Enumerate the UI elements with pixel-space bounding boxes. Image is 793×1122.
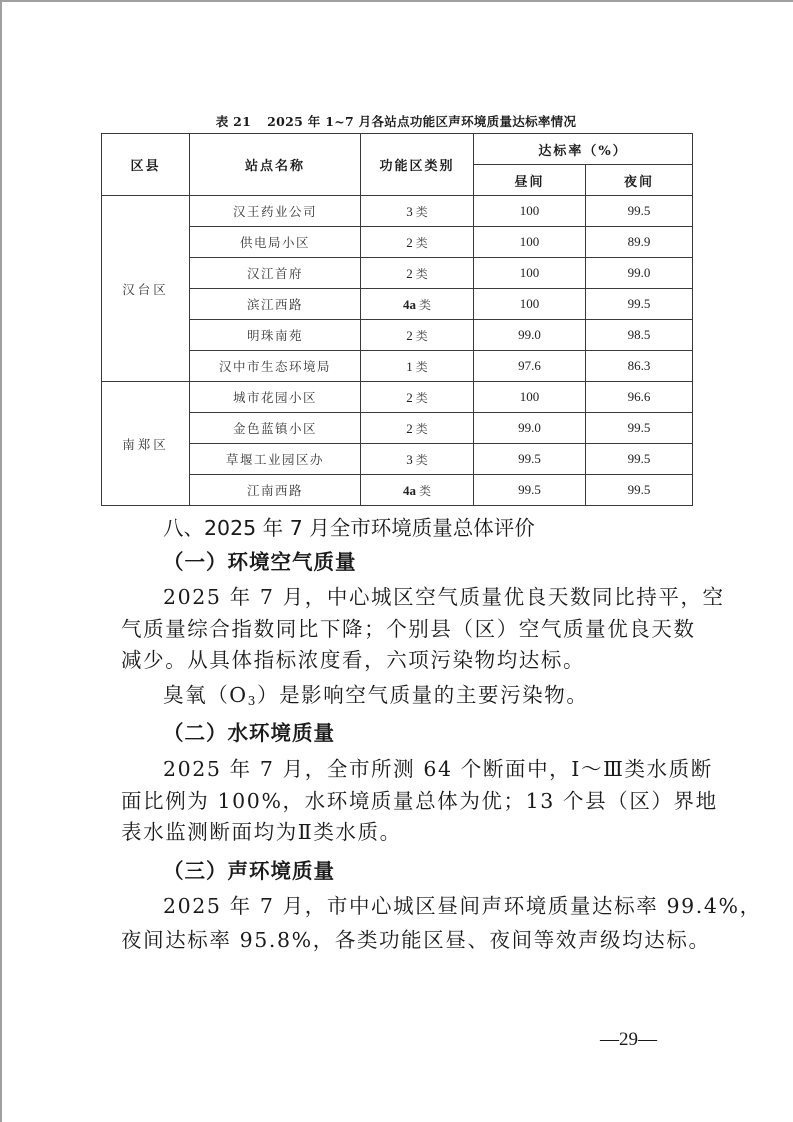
night-rate-cell: 99.5 [586, 413, 693, 444]
zone-class-unit: 类 [415, 328, 428, 343]
noise-paragraph-line: 夜间达标率 95.8%，各类功能区昼、夜间等效声级均达标。 [121, 928, 711, 952]
water-paragraph-line: 面比例为 100%，水环境质量总体为优；13 个县（区）界地 [121, 789, 718, 813]
zone-class-cell [361, 320, 474, 351]
zone-class-unit: 类 [415, 235, 428, 250]
station-name-cell: 滨江西路 [190, 289, 361, 320]
station-name-cell: 草堰工业园区办 [190, 444, 361, 475]
zone-class-number: 2 [406, 327, 413, 343]
zone-class-cell [361, 382, 474, 413]
header-station: 站点名称 [190, 134, 361, 196]
page-number: —29— [600, 1029, 657, 1050]
table-row [102, 444, 693, 475]
section-heading: 八、2025 年 7 月全市环境质量总体评价 [163, 516, 535, 540]
zone-class-cell [361, 475, 474, 506]
table-row [102, 320, 693, 351]
header-rate: 达标率（%） [474, 134, 693, 165]
zone-class-cell [361, 444, 474, 475]
zone-class-number: 1 [406, 358, 413, 374]
table-row [102, 351, 693, 382]
station-name-cell: 江南西路 [190, 475, 361, 506]
night-rate-cell: 99.5 [586, 444, 693, 475]
district-cell: 汉台区 [102, 196, 190, 382]
noise-compliance-table [101, 133, 693, 506]
night-rate-cell: 89.9 [586, 227, 693, 258]
zone-class-number: 4a [402, 296, 416, 312]
station-name-cell: 汉中市生态环境局 [190, 351, 361, 382]
day-rate-cell: 99.5 [474, 475, 586, 506]
water-quality-heading: （二）水环境质量 [163, 721, 335, 745]
day-rate-cell: 100 [474, 382, 586, 413]
zone-class-number: 2 [406, 265, 413, 281]
zone-class-number: 2 [406, 420, 413, 436]
table-row [102, 413, 693, 444]
air-paragraph-line: 2025 年 7 月，中心城区空气质量优良天数同比持平，空 [163, 585, 725, 609]
table-row [102, 382, 693, 413]
zone-class-number: 4a [402, 482, 416, 498]
zone-class-number: 2 [406, 389, 413, 405]
night-rate-cell: 86.3 [586, 351, 693, 382]
noise-paragraph-line: 2025 年 7 月，市中心城区昼间声环境质量达标率 99.4%， [163, 894, 762, 918]
zone-class-number: 3 [406, 451, 413, 467]
zone-class-cell [361, 413, 474, 444]
ozone-prefix: 臭氧（O [163, 683, 248, 707]
header-day: 昼间 [474, 165, 586, 196]
table-row [102, 196, 693, 227]
night-rate-cell: 96.6 [586, 382, 693, 413]
zone-class-cell [361, 227, 474, 258]
station-name-cell: 明珠南苑 [190, 320, 361, 351]
day-rate-cell: 97.6 [474, 351, 586, 382]
day-rate-cell: 100 [474, 258, 586, 289]
ozone-paragraph [163, 685, 723, 707]
day-rate-cell: 99.0 [474, 320, 586, 351]
page-border-top [0, 0, 793, 2]
station-name-cell: 城市花园小区 [190, 382, 361, 413]
zone-class-cell [361, 258, 474, 289]
day-rate-cell: 100 [474, 227, 586, 258]
header-night: 夜间 [586, 165, 693, 196]
table-row [102, 258, 693, 289]
zone-class-number: 3 [406, 203, 413, 219]
zone-class-cell [361, 196, 474, 227]
ozone-suffix: ）是影响空气质量的主要污染物。 [256, 683, 589, 707]
water-paragraph-line: 2025 年 7 月，全市所测 64 个断面中，Ⅰ～Ⅲ类水质断 [163, 757, 713, 781]
night-rate-cell: 99.5 [586, 289, 693, 320]
zone-class-cell [361, 289, 474, 320]
day-rate-cell: 100 [474, 196, 586, 227]
zone-class-unit: 类 [415, 266, 428, 281]
station-name-cell: 汉王药业公司 [190, 196, 361, 227]
page-border-left [0, 0, 2, 1122]
air-quality-heading: （一）环境空气质量 [163, 550, 357, 574]
header-district: 区县 [102, 134, 190, 196]
table-caption-title: 2025 年 1~7 月各站点功能区声环境质量达标率情况 [267, 114, 577, 129]
zone-class-unit: 类 [418, 483, 431, 498]
noise-quality-heading: （三）声环境质量 [163, 859, 335, 883]
table-row [102, 289, 693, 320]
header-zone-class: 功能区类别 [361, 134, 474, 196]
ozone-subscript: 3 [247, 694, 257, 708]
zone-class-unit: 类 [415, 204, 428, 219]
zone-class-unit: 类 [418, 297, 431, 312]
night-rate-cell: 99.5 [586, 475, 693, 506]
zone-class-number: 2 [406, 234, 413, 250]
table-caption [101, 112, 691, 130]
table-caption-label: 表 21 [215, 114, 252, 129]
district-cell: 南郑区 [102, 382, 190, 506]
station-name-cell: 供电局小区 [190, 227, 361, 258]
night-rate-cell: 98.5 [586, 320, 693, 351]
zone-class-unit: 类 [415, 452, 428, 467]
zone-class-cell [361, 351, 474, 382]
day-rate-cell: 99.5 [474, 444, 586, 475]
station-name-cell: 金色蓝镇小区 [190, 413, 361, 444]
day-rate-cell: 99.0 [474, 413, 586, 444]
zone-class-unit: 类 [415, 359, 428, 374]
night-rate-cell: 99.5 [586, 196, 693, 227]
table-row [102, 475, 693, 506]
air-paragraph-line: 气质量综合指数同比下降；个别县（区）空气质量优良天数 [121, 617, 696, 641]
air-paragraph-line: 减少。从具体指标浓度看，六项污染物均达标。 [121, 648, 586, 672]
water-paragraph-line: 表水监测断面均为Ⅱ类水质。 [121, 820, 402, 844]
night-rate-cell: 99.0 [586, 258, 693, 289]
station-name-cell: 汉江首府 [190, 258, 361, 289]
zone-class-unit: 类 [415, 421, 428, 436]
zone-class-unit: 类 [415, 390, 428, 405]
table-row [102, 227, 693, 258]
day-rate-cell: 100 [474, 289, 586, 320]
